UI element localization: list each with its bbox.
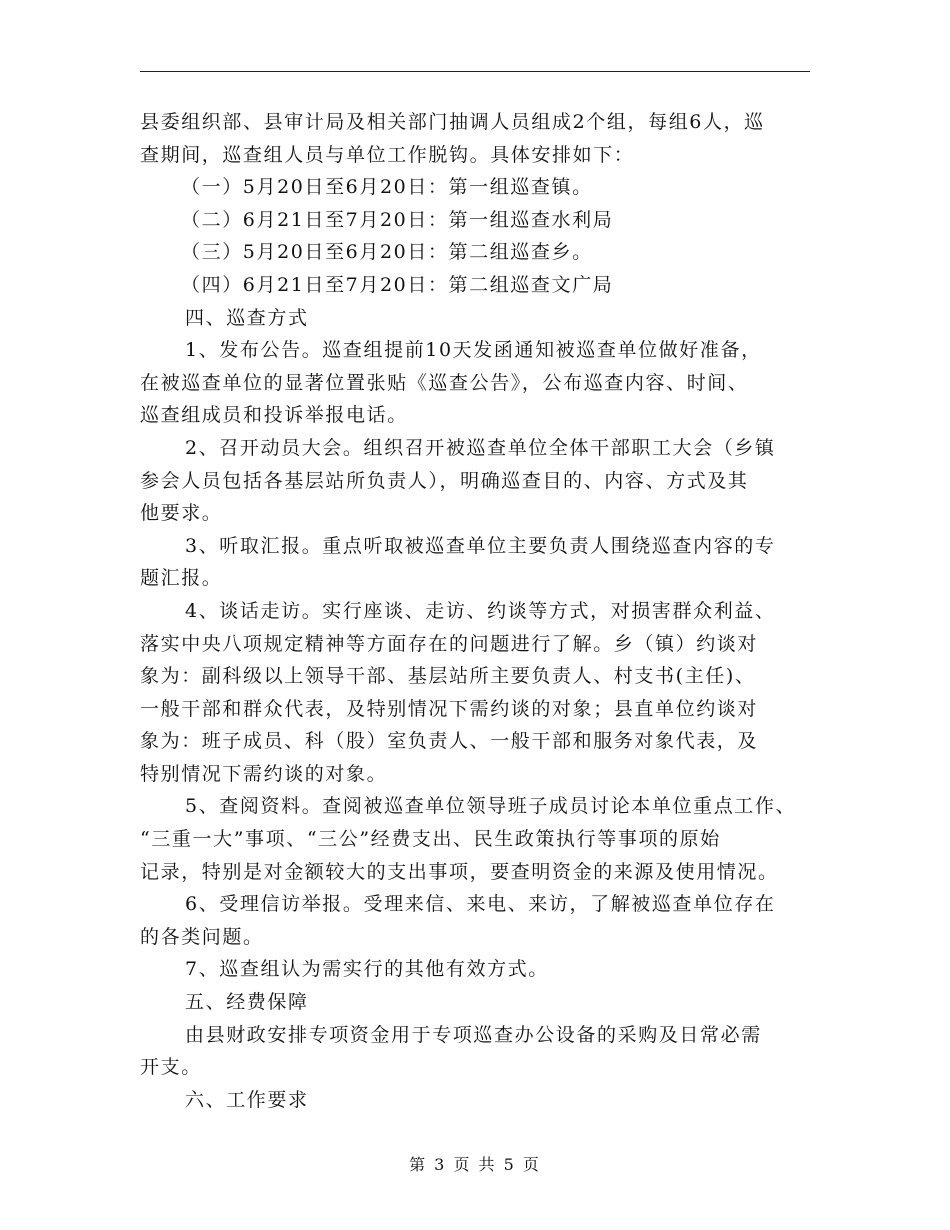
paragraph-line: 象为：班子成员、科（股）室负责人、一般干部和服务对象代表，及 xyxy=(140,730,759,753)
paragraph-line: 巡查组成员和投诉举报电话。 xyxy=(140,404,408,427)
paragraph-line: 开支。 xyxy=(140,1056,202,1079)
paragraph-line: 7、巡查组认为需实行的其他有效方式。 xyxy=(185,958,549,981)
paragraph-line: 2、召开动员大会。组织召开被巡查单位全体干部职工大会（乡镇 xyxy=(185,436,776,459)
schedule-item: （一）5月20日至6月20日：第一组巡查镇。 xyxy=(181,176,593,199)
paragraph-line: 3、听取汇报。重点听取被巡查单位主要负责人围绕巡查内容的专 xyxy=(185,534,776,557)
paragraph-line: 县委组织部、县审计局及相关部门抽调人员组成2个组，每组6人，巡 xyxy=(140,111,765,133)
paragraph-line: 5、查阅资料。查阅被巡查单位领导班子成员讨论本单位重点工作、 xyxy=(185,795,797,818)
schedule-item: （三）5月20日至6月20日：第二组巡查乡。 xyxy=(181,241,593,264)
schedule-item: （四）6月21日至7月20日：第二组巡查文广局 xyxy=(181,273,614,296)
document-body xyxy=(140,106,810,1116)
paragraph-line: 查期间，巡查组人员与单位工作脱钩。具体安排如下： xyxy=(140,143,635,166)
paragraph-line: 的各类问题。 xyxy=(140,925,264,948)
section-heading: 六、工作要求 xyxy=(185,1088,309,1111)
paragraph-line: 4、谈话走访。实行座谈、走访、约谈等方式，对损害群众利益、 xyxy=(185,599,776,622)
paragraph-line: 特别情况下需约谈的对象。 xyxy=(140,762,388,785)
paragraph-line: 记录，特别是对金额较大的支出事项，要查明资金的来源及使用情况。 xyxy=(140,860,779,883)
page-number-footer: 第 3 页 共 5 页 xyxy=(409,1155,541,1174)
paragraph-line: “三重一大”事项、“三公”经费支出、民生政策执行等事项的原始 xyxy=(140,828,721,851)
schedule-item: （二）6月21日至7月20日：第一组巡查水利局 xyxy=(181,208,614,231)
paragraph-line: 在被巡查单位的显著位置张贴《巡查公告》，公布巡查内容、时间、 xyxy=(140,371,749,394)
paragraph-line: 他要求。 xyxy=(140,502,223,525)
paragraph-line: 象为：副科级以上领导干部、基层站所主要负责人、村支书(主任)、 xyxy=(140,665,756,688)
paragraph-line: 题汇报。 xyxy=(140,567,223,590)
paragraph-line: 由县财政安排专项资金用于专项巡查办公设备的采购及日常必需 xyxy=(185,1023,762,1046)
header-rule xyxy=(140,71,810,72)
paragraph-line: 一般干部和群众代表，及特别情况下需约谈的对象；县直单位约谈对 xyxy=(140,697,759,720)
paragraph-line: 1、发布公告。巡查组提前10天发函通知被巡查单位做好准备， xyxy=(185,339,762,362)
paragraph-line: 6、受理信访举报。受理来信、来电、来访，了解被巡查单位存在 xyxy=(185,893,776,916)
section-heading: 四、巡查方式 xyxy=(185,306,309,329)
paragraph-line: 参会人员包括各基层站所负责人），明确巡查目的、内容、方式及其 xyxy=(140,469,749,492)
paragraph-line: 落实中央八项规定精神等方面存在的问题进行了解。乡（镇）约谈对 xyxy=(140,632,759,655)
section-heading: 五、经费保障 xyxy=(185,991,309,1014)
